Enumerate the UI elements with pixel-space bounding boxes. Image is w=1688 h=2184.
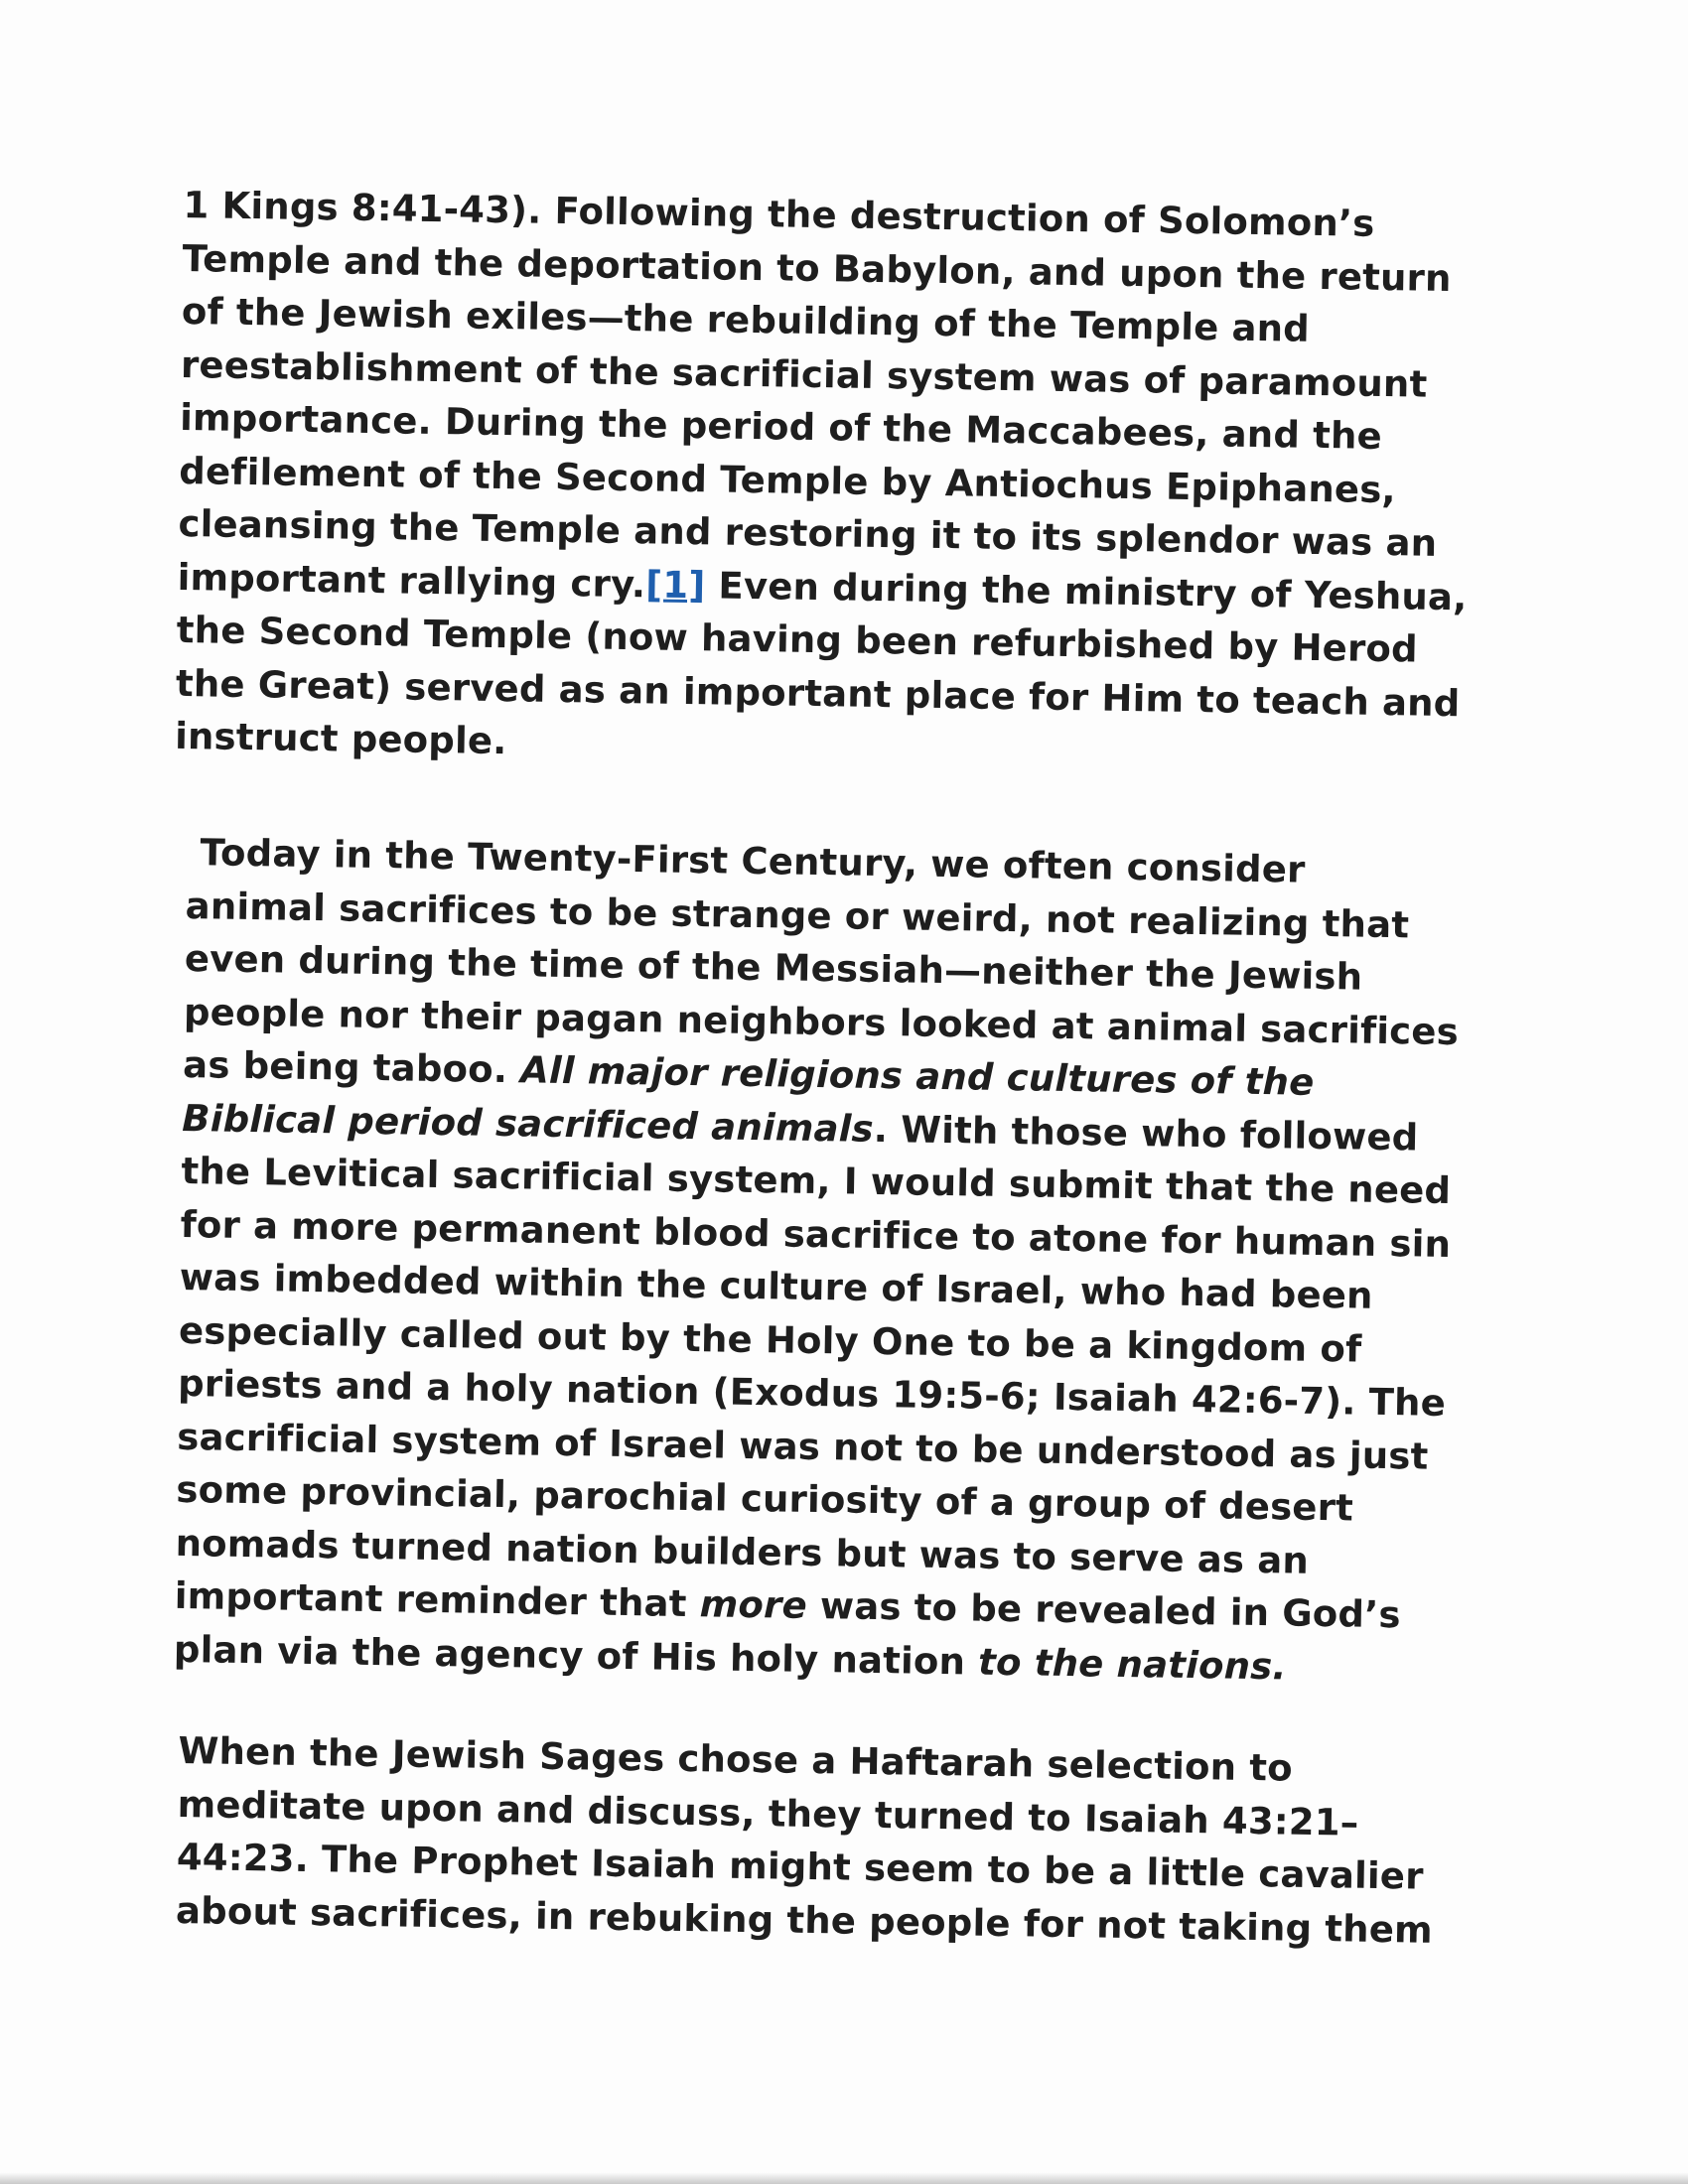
text-segment: important reminder that xyxy=(174,1573,701,1626)
text-line: people nor their pagan neighbors looked at animal sacrifices xyxy=(183,990,1460,1053)
text-line: 1 Kings 8:41-43). Following the destruction of Solomon’s xyxy=(183,183,1375,245)
text-line: cleansing the Temple and restoring it to its splendor was an xyxy=(178,501,1438,565)
text-line: some provincial, parochial curiosity of a group of desert xyxy=(176,1467,1354,1530)
text-segment: was to be revealed in God’s xyxy=(806,1583,1402,1637)
text-line: reestablishment of the sacrificial system was of paramount xyxy=(180,342,1428,406)
text-segment: Even during the ministry of Yeshua, xyxy=(705,563,1468,618)
text-segment: . With those who followed xyxy=(873,1107,1419,1160)
text-line: was imbedded within the culture of Israel, who had been xyxy=(179,1255,1373,1317)
text-line: animal sacrifices to be strange or weird, not realizing that xyxy=(185,884,1410,946)
text-line: even during the time of the Messiah—neither the Jewish xyxy=(184,936,1363,999)
text-line: priests and a holy nation (Exodus 19:5-6; Isaiah 42:6-7). The xyxy=(177,1361,1447,1425)
paragraph-3 xyxy=(176,1724,1489,1958)
italic-emphasis: Biblical period sacrificed animals xyxy=(182,1096,875,1151)
text-line: 44:23. The Prophet Isaiah might seem to be a little cavalier xyxy=(176,1835,1424,1898)
text-line: instruct people. xyxy=(174,714,507,763)
text-line: sacrificial system of Israel was not to be understood as just xyxy=(177,1415,1429,1478)
text-line: especially called out by the Holy One to be a kingdom of xyxy=(178,1308,1362,1371)
text-line: When the Jewish Sages chose a Haftarah selection to xyxy=(178,1728,1294,1790)
text-segment: plan via the agency of His holy nation xyxy=(173,1627,979,1684)
text-line: meditate upon and discuss, they turned to Isaiah 43:21– xyxy=(177,1782,1359,1844)
footnote-link[interactable]: [1] xyxy=(644,562,706,607)
text-line: defilement of the Second Temple by Antiochus Epiphanes, xyxy=(179,449,1397,511)
text-line: Temple and the deportation to Babylon, and upon the return xyxy=(182,236,1452,300)
italic-emphasis: to the nations. xyxy=(977,1640,1288,1689)
text-line: nomads turned nation builders but was to serve as an xyxy=(175,1521,1310,1582)
scan-bottom-edge xyxy=(0,2172,1688,2184)
text-line: about sacrifices, in rebuking the people for not taking them xyxy=(175,1888,1434,1952)
text-line: Today in the Twenty-First Century, we often consider xyxy=(200,831,1306,891)
text-line: for a more permanent blood sacrifice to atone for human sin xyxy=(180,1202,1452,1266)
text-line: the Levitical sacrificial system, I would submit that the need xyxy=(181,1149,1452,1213)
paragraph-2 xyxy=(174,826,1497,1697)
text-line: the Great) served as an important place for Him to teach and xyxy=(175,661,1461,725)
text-line: of the Jewish exiles—the rebuilding of the Temple and xyxy=(181,289,1311,350)
italic-emphasis: All major religions and cultures of the xyxy=(519,1048,1315,1104)
text-line: importance. During the period of the Maccabees, and the xyxy=(179,395,1383,458)
text-segment: as being taboo. xyxy=(182,1042,521,1092)
paragraph-1 xyxy=(175,179,1494,783)
italic-emphasis: more xyxy=(699,1582,808,1627)
text-line: the Second Temple (now having been refurbished by Herod xyxy=(176,608,1419,671)
text-segment: important rallying cry. xyxy=(177,555,646,606)
